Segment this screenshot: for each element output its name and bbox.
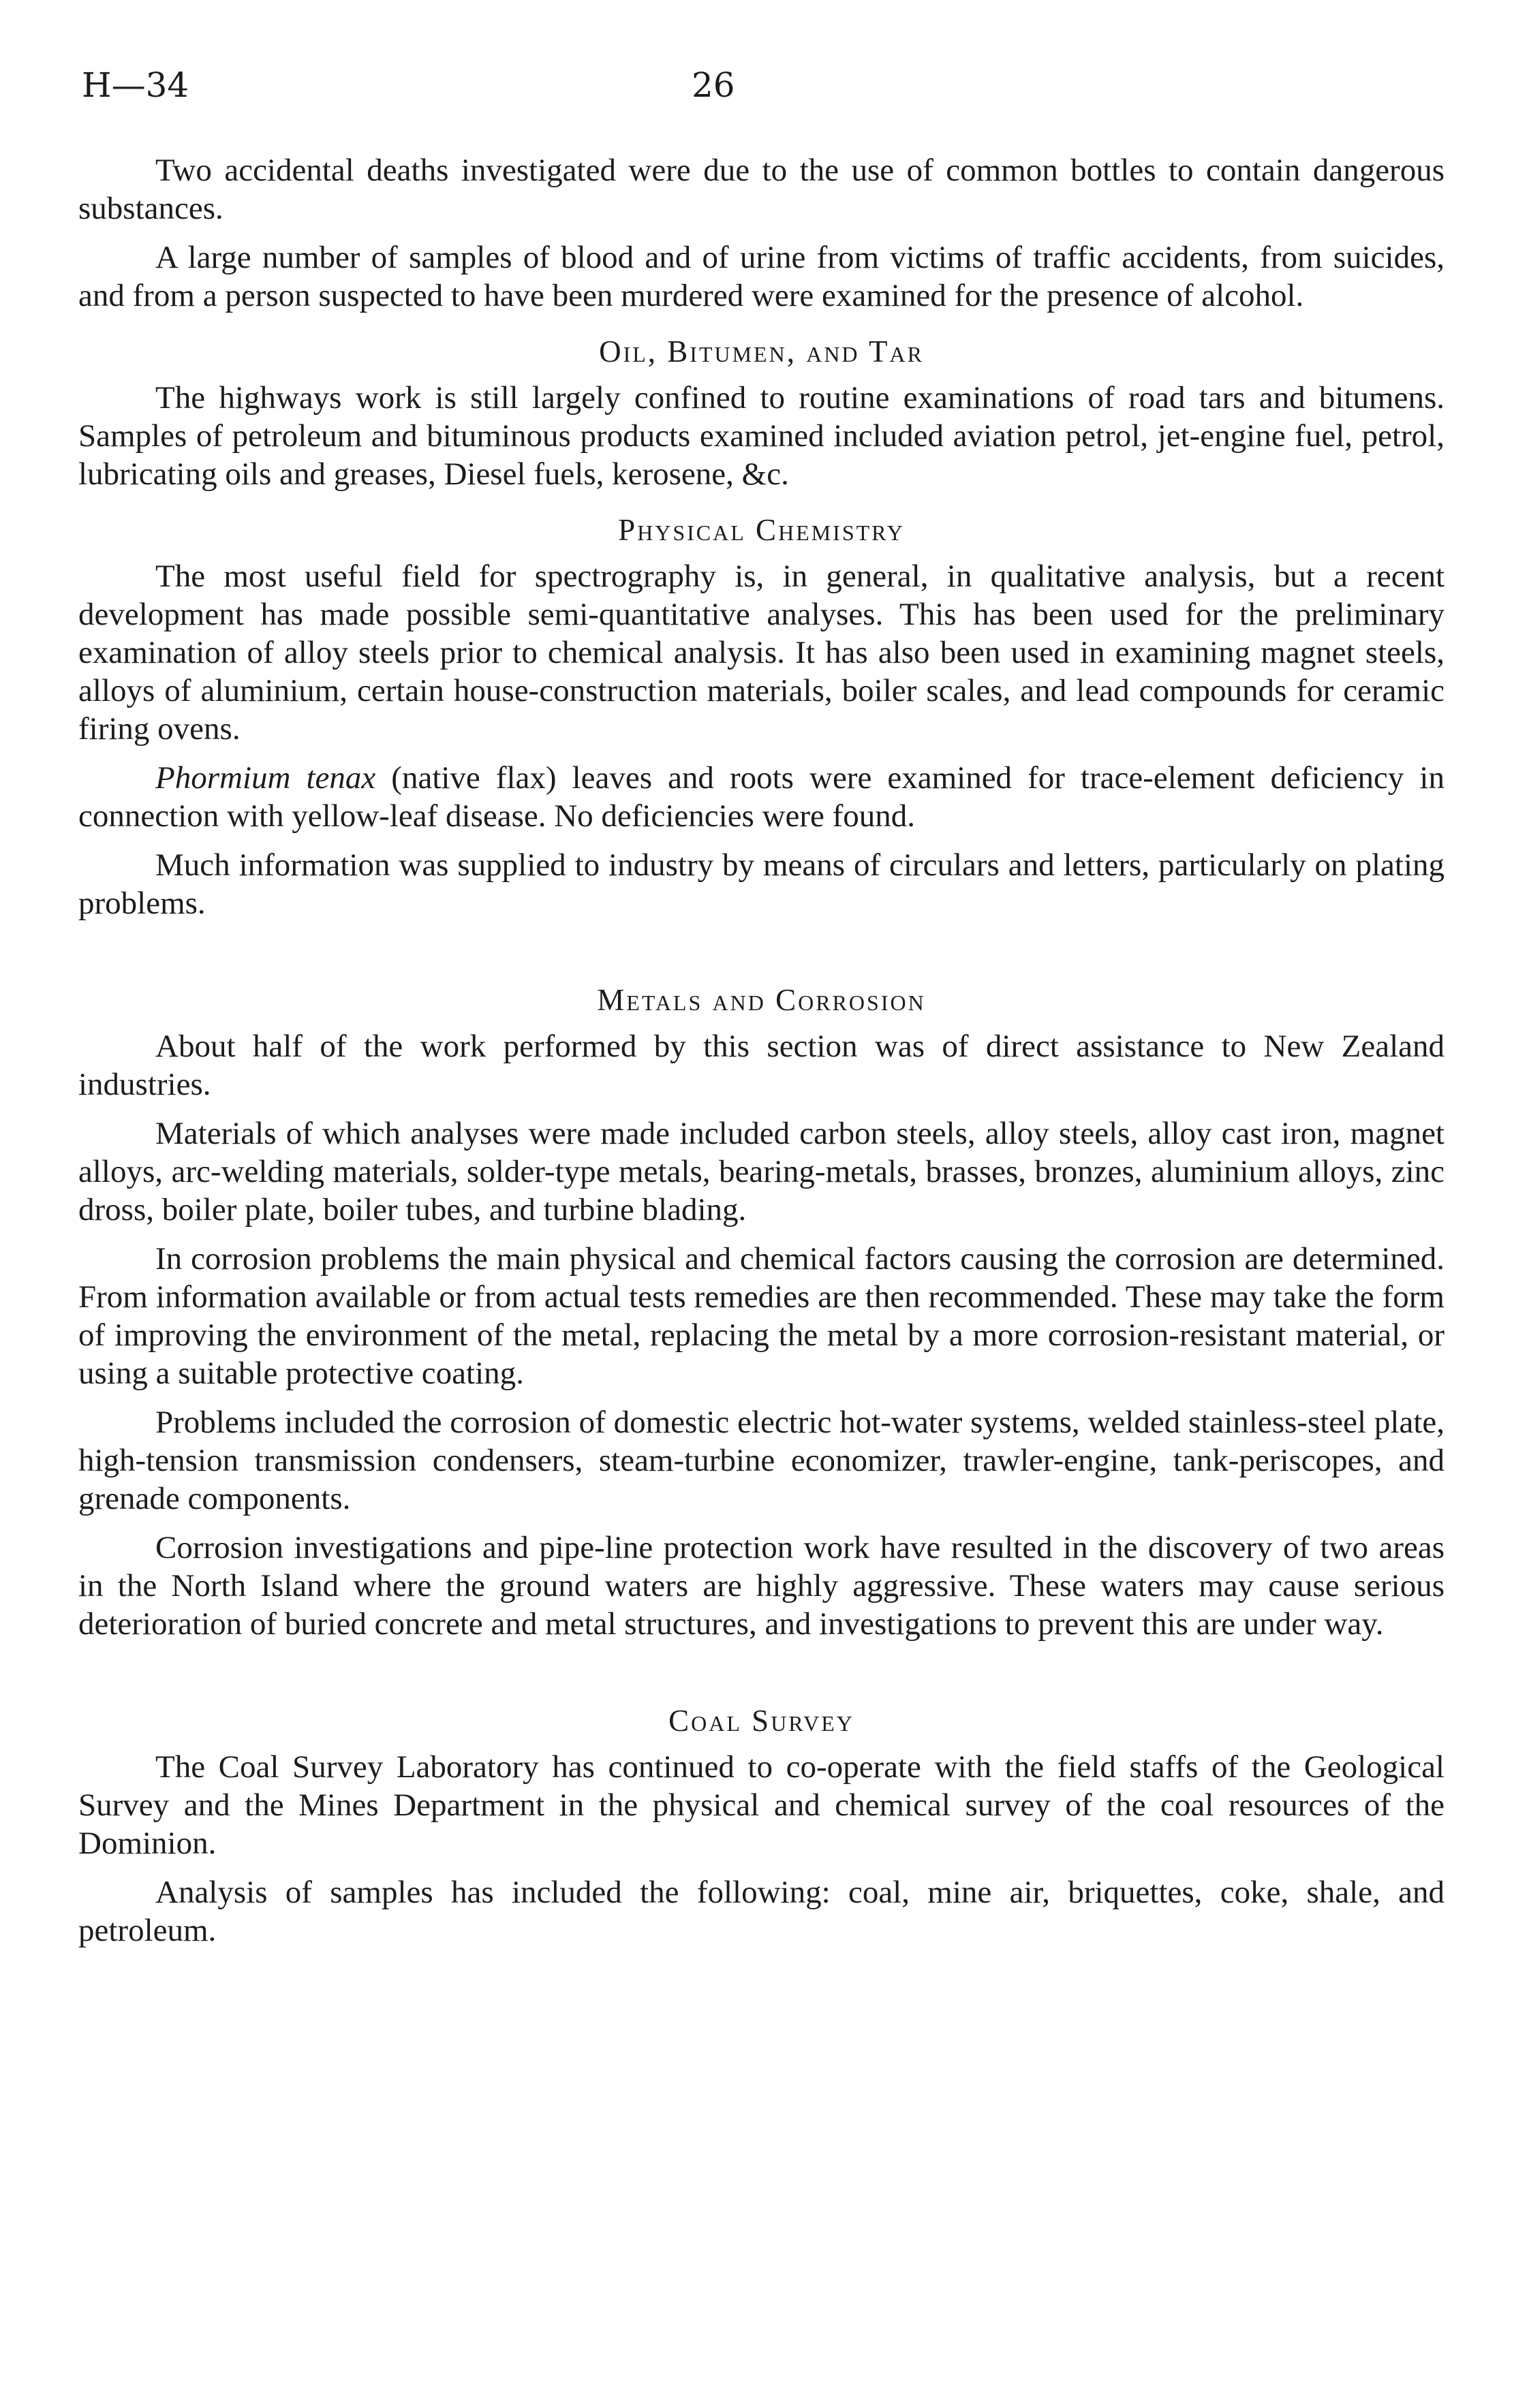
- page-body: [78, 151, 1445, 1960]
- paragraph-half-of-work: About half of the work performed by this section was of direct assistance to New Zealand industries.: [78, 1029, 1445, 1102]
- paragraph-phormium-text: (native flax) leaves and roots were examined for trace-element deficiency in connection with yellow-leaf disease. No deficiencies were found.: [78, 760, 1445, 834]
- species-name: Phormium tenax: [155, 760, 376, 796]
- section-heading-metals-corrosion: Metals and Corrosion: [597, 983, 926, 1017]
- paragraph-materials-analysed: Materials of which analyses were made included carbon steels, alloy steels, alloy cast iron, magnet alloys, arc-welding materials, solder-type metals, bearing-metals, brasses, bronzes, aluminium alloys, zinc dross, boiler plate, boiler tubes, and turbine blading.: [78, 1116, 1445, 1228]
- paragraph-phormium: [78, 759, 1445, 835]
- paragraph-corrosion-investigations: Corrosion investigations and pipe-line protection work have resulted in the discovery of two areas in the North Island where the ground waters are highly aggressive. These waters may cause serious deterioration of buried concrete and metal structures, and investigations to prevent this are under way.: [78, 1530, 1445, 1642]
- section-heading-oil-bitumen-tar: Oil, Bitumen, and Tar: [599, 334, 924, 369]
- paragraph-accidental-deaths: Two accidental deaths investigated were due to the use of common bottles to contain dangerous substances.: [78, 153, 1445, 226]
- paragraph-spectrography: The most useful field for spectrography is, in general, in qualitative analysis, but a recent development has made possible semi-quantitative analyses. This has been used for the preliminary examination of alloy steels prior to chemical analysis. It has also been used in examining magnet steels, alloys of aluminium, certain house-construction materials, boiler scales, and lead compounds for ceramic firing ovens.: [78, 559, 1445, 747]
- paragraph-coal-survey-laboratory: The Coal Survey Laboratory has continued to co-operate with the field staffs of the Geological Survey and the Mines Department in the physical and chemical survey of the coal resources of the Dominion.: [78, 1749, 1445, 1861]
- paragraph-analysis-of-samples: Analysis of samples has included the following: coal, mine air, briquettes, coke, shale, and petroleum.: [78, 1875, 1445, 1948]
- page-number: 26: [692, 65, 735, 105]
- paragraph-information-supplied: Much information was supplied to industry by means of circulars and letters, particularly on plating problems.: [78, 847, 1445, 921]
- paragraph-problems-included: Problems included the corrosion of domestic electric hot-water systems, welded stainless-steel plate, high-tension transmission condensers, steam-turbine economizer, trawler-engine, tank-periscopes, and grenade components.: [78, 1405, 1445, 1516]
- paragraph-corrosion-problems: In corrosion problems the main physical and chemical factors causing the corrosion are determined. From information available or from actual tests remedies are then recommended. These may take the form of improving the environment of the metal, replacing the metal by a more corrosion-resistant material, or using a suitable protective coating.: [78, 1241, 1445, 1391]
- paragraph-blood-samples: A large number of samples of blood and of urine from victims of traffic accidents, from suicides, and from a person suspected to have been murdered were examined for the presence of alcohol.: [78, 240, 1445, 313]
- document-reference: H—34: [82, 65, 189, 105]
- paragraph-highways-work: The highways work is still largely confined to routine examinations of road tars and bitumens. Samples of petroleum and bituminous products examined included aviation petrol, jet-engine fuel, petrol, lubricating oils and greases, Diesel fuels, kerosene, &c.: [78, 380, 1445, 492]
- section-heading-physical-chemistry: Physical Chemistry: [618, 513, 905, 547]
- section-heading-coal-survey: Coal Survey: [668, 1704, 854, 1738]
